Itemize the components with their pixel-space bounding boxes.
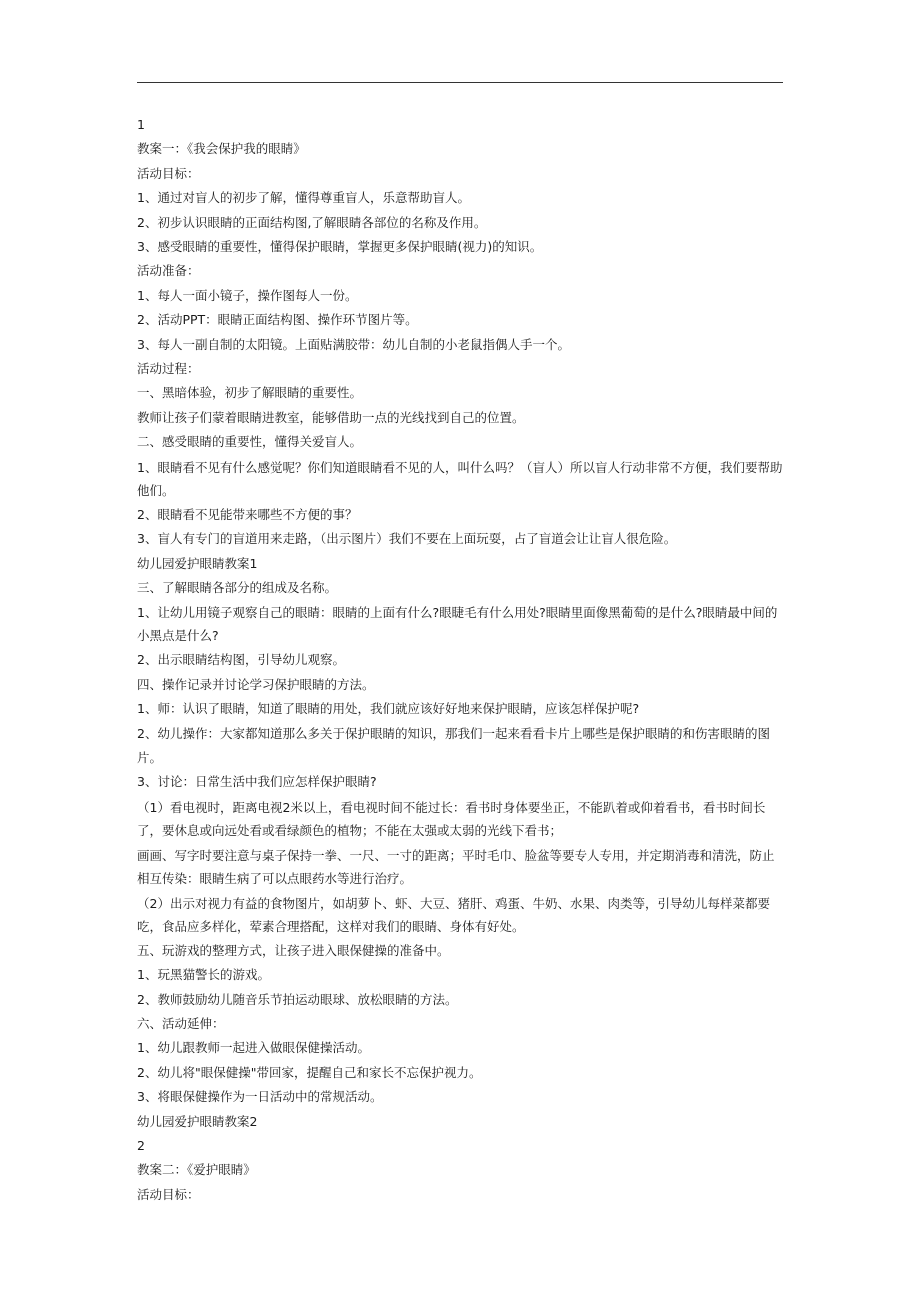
- paragraph: 1、玩黑猫警长的游戏。: [137, 967, 270, 983]
- lesson-title: 教案一：《我会保护我的眼睛》: [137, 141, 306, 157]
- paragraph: 3、感受眼睛的重要性，懂得保护眼睛，掌握更多保护眼睛(视力)的知识。: [137, 239, 543, 255]
- paragraph: 一、黑暗体验，初步了解眼睛的重要性。: [137, 385, 363, 401]
- section-heading: 活动准备：: [137, 263, 200, 279]
- section-heading: 幼儿园爱护眼睛教案2: [137, 1113, 258, 1129]
- paragraph: 1、每人一面小镜子，操作图每人一份。: [137, 287, 358, 303]
- paragraph: 二、感受眼睛的重要性，懂得关爱盲人。: [137, 434, 363, 450]
- paragraph: 1、师：认识了眼睛，知道了眼睛的用处，我们就应该好好地来保护眼睛，应该怎样保护呢?: [137, 701, 640, 717]
- paragraph: 3、每人一副自制的太阳镜。上面贴满胶带：幼儿自制的小老鼠指偶人手一个。: [137, 336, 570, 352]
- section-heading: 活动过程：: [137, 361, 200, 377]
- paragraph: 1、通过对盲人的初步了解，懂得尊重盲人，乐意帮助盲人。: [137, 190, 470, 206]
- section-heading: 幼儿园爱护眼睛教案1: [137, 555, 258, 571]
- page-number: 2: [137, 1138, 145, 1153]
- paragraph: 3、讨论：日常生活中我们应怎样保护眼睛?: [137, 774, 377, 790]
- paragraph: 2、幼儿将"眼保健操"带回家，提醒自己和家长不忘保护视力。: [137, 1064, 482, 1080]
- document-body: [137, 113, 785, 1207]
- section-heading: 活动目标：: [137, 1186, 200, 1202]
- paragraph: 2、初步认识眼睛的正面结构图,了解眼睛各部位的名称及作用。: [137, 214, 487, 230]
- paragraph: 2、教师鼓励幼儿随音乐节拍运动眼球、放松眼睛的方法。: [137, 991, 458, 1007]
- paragraph: 3、盲人有专门的盲道用来走路，（出示图片）我们不要在上面玩耍，占了盲道会让让盲人很危险。: [137, 531, 677, 547]
- header-rule: [137, 82, 783, 83]
- paragraph: 1、眼睛看不见有什么感觉呢？你们知道眼睛看不见的人，叫什么吗？（盲人）所以盲人行动非常不方便，我们要帮助他们。: [137, 459, 783, 498]
- paragraph: 五、玩游戏的整理方式，让孩子进入眼保健操的准备中。: [137, 942, 450, 958]
- paragraph: 2、幼儿操作：大家都知道那么多关于保护眼睛的知识，那我们一起来看看卡片上哪些是保护眼睛的和伤害眼睛的图片。: [137, 725, 770, 765]
- section-heading: 活动目标：: [137, 165, 200, 181]
- paragraph: 2、活动PPT：眼睛正面结构图、操作环节图片等。: [137, 312, 418, 328]
- paragraph: 三、了解眼睛各部分的组成及名称。: [137, 579, 338, 595]
- paragraph: 1、让幼儿用镜子观察自己的眼睛：眼睛的上面有什么?眼睫毛有什么用处?眼睛里面像黑葡萄的是什么?眼睛最中间的小黑点是什么?: [137, 605, 778, 644]
- section-heading: 六、活动延伸：: [137, 1015, 225, 1031]
- paragraph: （2）出示对视力有益的食物图片，如胡萝卜、虾、大豆、猪肝、鸡蛋、牛奶、水果、肉类等，引导幼儿每样菜都要吃，食品应多样化，荤素合理搭配，这样对我们的眼睛、身体有好处。: [137, 895, 770, 934]
- paragraph: 2、出示眼睛结构图，引导幼儿观察。: [137, 652, 345, 668]
- paragraph: 3、将眼保健操作为一日活动中的常规活动。: [137, 1089, 383, 1105]
- paragraph: 1、幼儿跟教师一起进入做眼保健操活动。: [137, 1040, 370, 1056]
- lesson-title: 教案二：《爱护眼睛》: [137, 1162, 256, 1178]
- paragraph: （1）看电视时，距离电视2米以上，看电视时间不能过长：看书时身体要坐正，不能趴着或仰着看书，看书时间长了，要休息或向远处看或看绿颜色的植物；不能在太强或太弱的光线下看书；: [137, 799, 766, 838]
- paragraph: 2、眼睛看不见能带来哪些不方便的事？: [137, 506, 358, 522]
- page-number: 1: [137, 117, 145, 132]
- paragraph: 四、操作记录并讨论学习保护眼睛的方法。: [137, 676, 375, 692]
- paragraph: 画画、写字时要注意与桌子保持一拳、一尺、一寸的距离；平时毛巾、脸盆等要专人专用，并定期消毒和清洗，防止相互传染：眼睛生病了可以点眼药水等进行治疗。: [137, 847, 775, 886]
- paragraph: 教师让孩子们蒙着眼睛进教室，能够借助一点的光线找到自己的位置。: [137, 409, 525, 425]
